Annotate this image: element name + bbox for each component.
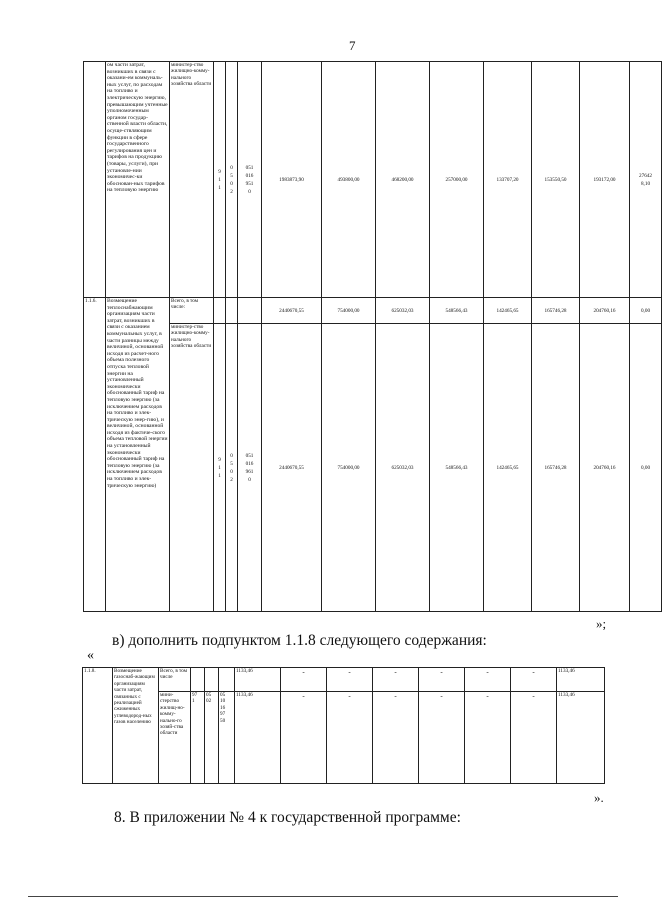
cell-dash: - — [465, 668, 511, 692]
cell-value: 468200,00 — [376, 62, 430, 298]
cell-value: 1133,46 — [557, 668, 605, 692]
cell-dash: - — [281, 668, 327, 692]
cell-csr: 051 016 961 0 — [238, 324, 262, 612]
cell-dash: - — [373, 668, 419, 692]
program-table-continued — [83, 61, 662, 612]
cell-dash: - — [281, 692, 327, 784]
cell-value: 0,00 — [630, 324, 662, 612]
cell-dash: - — [373, 692, 419, 784]
cell-value: 1983873,90 — [262, 62, 322, 298]
cell-exec: министер-ство жилищно-комму-нального хозяйства области — [170, 62, 214, 298]
cell-dash: - — [511, 692, 557, 784]
cell-value: 204760,16 — [580, 324, 630, 612]
cell-value: 133707,20 — [484, 62, 532, 298]
cell-num: 1.1.8. — [83, 668, 113, 784]
cell-value: 625032,03 — [376, 298, 430, 324]
cell-value: 142465,65 — [484, 298, 532, 324]
cell-value: 1133,46 — [235, 668, 281, 692]
cell-desc: ом части затрат, возникших в связи с оказани-ем коммуналь-ных услуг, по расходам на топливо и электрическую энергию, превышающим учтенные уполномоченным органом государ-ственной власти области, осуще-ствляющим функции в сфере государственного регулирования цен и тарифов на продукцию (товары, услуги), при установле-нии экономичес-ки обоснован-ных тарифов на тепловую энергию — [106, 62, 170, 298]
cell-value: 754000,00 — [322, 298, 376, 324]
cell-value: 0,00 — [630, 298, 662, 324]
cell-grbs: 97 1 — [191, 692, 205, 784]
table-row — [84, 62, 662, 298]
cell-value: 165746,28 — [532, 324, 580, 612]
cell-num: 1.1.6. — [84, 298, 106, 612]
table-row — [83, 692, 605, 784]
footer-rule — [28, 896, 618, 898]
cell-csr: 05 10 16 97 50 — [219, 692, 235, 784]
cell-value: 2440670,55 — [262, 298, 322, 324]
program-table-insert — [82, 667, 605, 784]
cell-value: 548566,43 — [430, 298, 484, 324]
cell-value: 2440670,55 — [262, 324, 322, 612]
cell-dash: - — [327, 668, 373, 692]
cell-value: 493800,00 — [322, 62, 376, 298]
cell-value: 1133,46 — [557, 692, 605, 784]
cell-num — [84, 62, 106, 298]
page-number: 7 — [349, 38, 356, 53]
table-row — [83, 668, 605, 692]
cell-value: 548566,43 — [430, 324, 484, 612]
cell-value: 153550,50 — [532, 62, 580, 298]
cell-value: 193172,00 — [580, 62, 630, 298]
section-heading: 8. В приложении № 4 к государственной программе: — [114, 809, 461, 826]
cell-desc: Возмещение теплоснабжающим организациям части затрат, возникших в связи с оказанием коммунальных услуг, в части разницы между величиной, основанной исходя из расчет-ного объема полезного отпуска тепловой энергии на установленный экономически обоснованный тариф на тепловую энергию (за исключением расходов на топливо и элек-трическую энер-гию), и величиной, основанной исходя из фактиче-ского объема тепловой энергии на установленный экономически обоснованный тариф на тепловую энергию (за исключением расходов на топливо и элек-трическую энергию) — [106, 298, 170, 612]
cell-exec: мини-стерство жилищ-но-комму-нально-го хозяй-ства области — [159, 692, 191, 784]
cell-rzpr: 0 5 0 2 — [226, 62, 238, 298]
cell-value: 27642 8,10 — [630, 62, 662, 298]
cell-rz: 05 02 — [205, 692, 219, 784]
cell-total-label: Всего, в том числе: — [170, 298, 214, 324]
cell-rzpr: 0 5 0 2 — [226, 324, 238, 612]
cell-csr: 051 016 951 0 — [238, 62, 262, 298]
cell-value: 1133,46 — [235, 692, 281, 784]
cell-value: 165746,28 — [532, 298, 580, 324]
cell-dash: - — [327, 692, 373, 784]
cell-total-label: Всего, в том числе — [159, 668, 191, 692]
cell-dash: - — [419, 692, 465, 784]
opening-quote: « — [87, 648, 94, 663]
cell-dash: - — [419, 668, 465, 692]
cell-value: 754000,00 — [322, 324, 376, 612]
cell-value: 142465,65 — [484, 324, 532, 612]
table-row — [84, 324, 662, 612]
closing-quote: »; — [596, 616, 607, 631]
cell-dash: - — [511, 668, 557, 692]
cell-value: 257000,00 — [430, 62, 484, 298]
cell-value: 204760,16 — [580, 298, 630, 324]
cell-value: 625032,03 — [376, 324, 430, 612]
section-heading: в) дополнить подпунктом 1.1.8 следующего содержания: — [112, 632, 487, 649]
cell-desc: Возмещение газоснаб-жающим организациям части затрат, связанных с реализацией сжиженных углеводород-ных газов населению — [113, 668, 159, 784]
table-row — [84, 298, 662, 324]
cell-dash: - — [465, 692, 511, 784]
closing-quote: ». — [594, 790, 604, 805]
cell-grbs: 9 1 1 — [214, 324, 226, 612]
cell-exec: министер-ство жилищно-комму-нального хозяйства области — [170, 324, 214, 612]
cell-grbs: 9 1 1 — [214, 62, 226, 298]
